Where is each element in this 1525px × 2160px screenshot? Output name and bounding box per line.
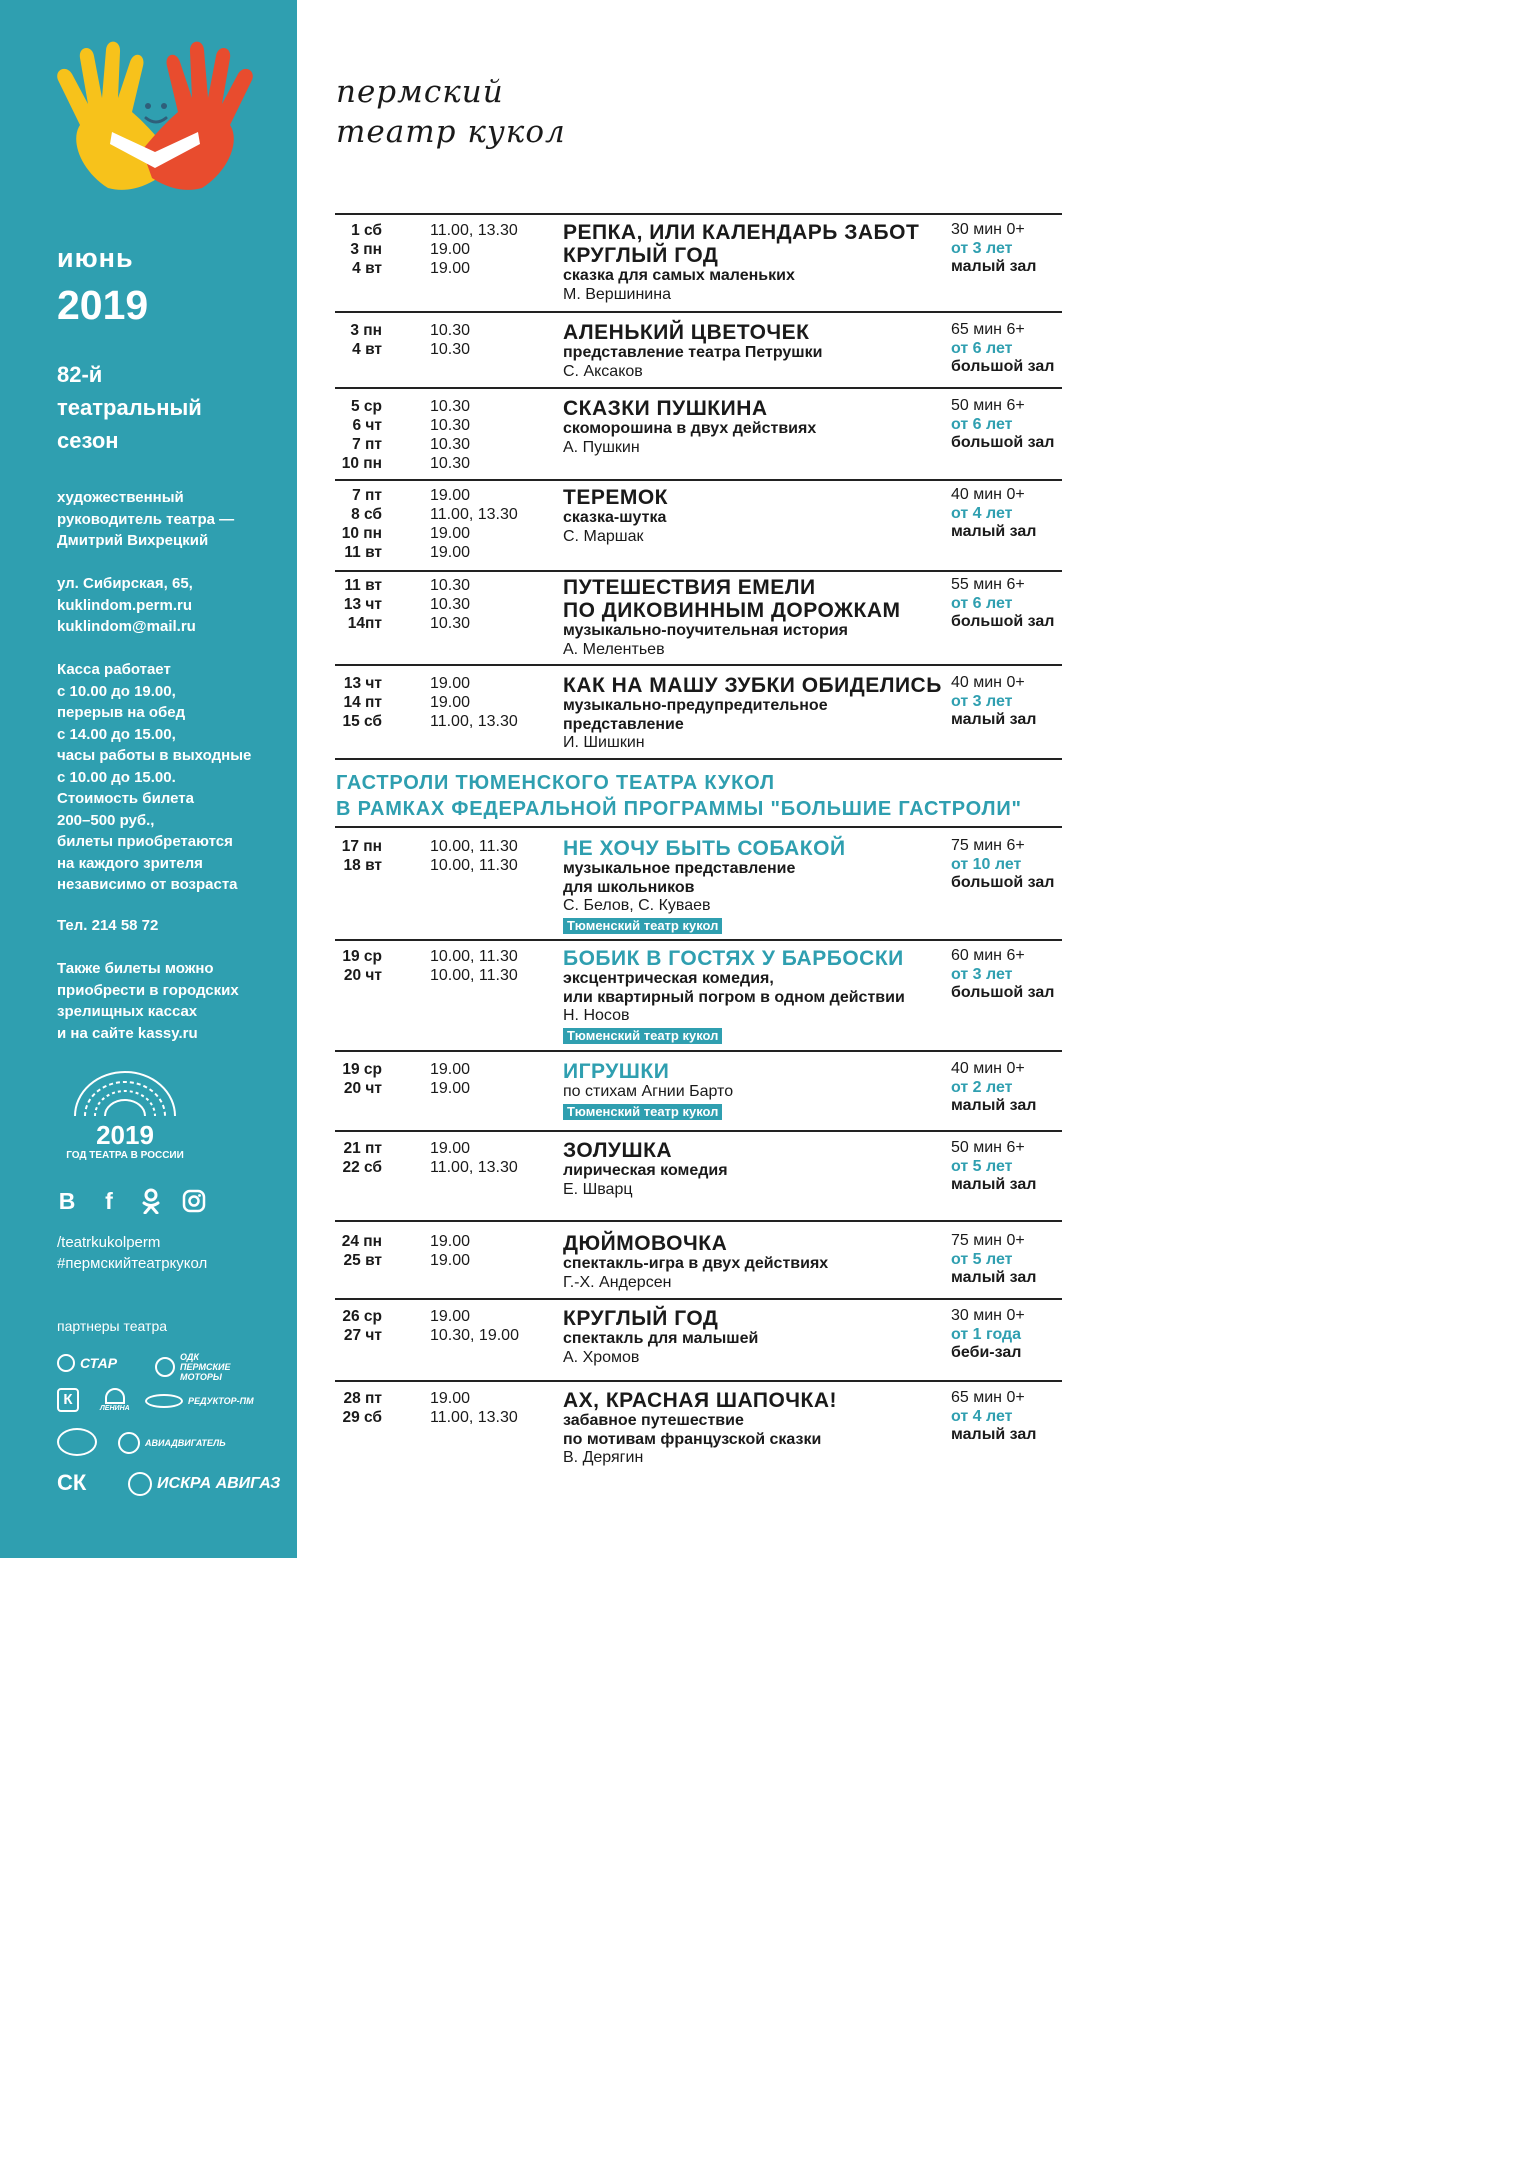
event-title[interactable]: ИГРУШКИ xyxy=(563,1060,670,1083)
text-line: Дмитрий Вихрецкий xyxy=(57,532,209,549)
event-author: М. Вершинина xyxy=(563,285,671,303)
divider xyxy=(335,311,1062,313)
event-duration: 55 мин 6+ xyxy=(951,576,1025,593)
event-meta xyxy=(951,837,1054,893)
event-hall: большой зал xyxy=(951,874,1055,891)
partner-logo-avigaz: ИСКРА АВИГАЗ xyxy=(128,1472,280,1496)
event-hall: большой зал xyxy=(951,613,1055,630)
box-office-info xyxy=(57,659,251,896)
also-info xyxy=(57,958,239,1044)
event-times: 19.00 19.00 xyxy=(430,1233,471,1269)
event-genre: музыкально-предупредительное xyxy=(563,697,828,714)
season xyxy=(57,358,202,457)
tour-heading xyxy=(336,770,1022,822)
event-info xyxy=(563,1307,758,1367)
event-hall: малый зал xyxy=(951,711,1037,728)
event-hall: большой зал xyxy=(951,984,1055,1001)
event-genre: скоморошина в двух действиях xyxy=(563,420,817,437)
event-age: от 3 лет xyxy=(951,692,1013,710)
touring-badge: Тюменский театр кукол xyxy=(563,1104,722,1120)
event-genre: музыкально-поучительная история xyxy=(563,622,849,639)
event-genre: забавное путешествие xyxy=(563,1412,744,1429)
event-duration: 65 мин 6+ xyxy=(951,321,1025,338)
event-info xyxy=(563,1139,728,1199)
event-times: 10.30 10.30 10.30 xyxy=(430,577,471,632)
theatre-title xyxy=(336,72,566,152)
event-genre: по стихам Агнии Барто xyxy=(563,1083,734,1100)
event-author: В. Дерягин xyxy=(563,1449,644,1466)
event-duration: 65 мин 0+ xyxy=(951,1389,1025,1406)
event-meta xyxy=(951,1060,1036,1116)
event-title[interactable]: КРУГЛЫЙ ГОД xyxy=(563,1307,719,1330)
theatre-title-line: театр кукол xyxy=(336,114,566,150)
event-meta xyxy=(951,1389,1036,1445)
event-title[interactable]: ДЮЙМОВОЧКА xyxy=(563,1232,728,1255)
vk-icon[interactable]: В xyxy=(58,1188,76,1214)
text-line: Касса работает xyxy=(57,661,171,678)
handle[interactable]: /teatrkukolperm xyxy=(57,1234,161,1251)
event-dates: 3 пн 4 вт xyxy=(350,322,382,358)
event-age: от 5 лет xyxy=(951,1157,1013,1175)
event-author: С. Аксаков xyxy=(563,362,643,380)
event-title[interactable]: КРУГЛЫЙ ГОД xyxy=(563,244,719,267)
event-title[interactable]: ЗОЛУШКА xyxy=(563,1139,673,1162)
event-times: 11.00, 13.30 19.00 19.00 xyxy=(430,222,518,277)
text-line: независимо от возраста xyxy=(57,876,238,893)
event-author: А. Хромов xyxy=(563,1348,640,1366)
partner-logo-sk: СК xyxy=(57,1470,87,1495)
event-meta xyxy=(951,221,1036,277)
divider xyxy=(335,213,1062,215)
event-meta xyxy=(951,1307,1025,1363)
event-age: от 6 лет xyxy=(951,339,1013,357)
contacts xyxy=(57,573,196,638)
event-author: С. Маршак xyxy=(563,527,644,545)
event-hall: малый зал xyxy=(951,1269,1037,1286)
event-title[interactable]: НЕ ХОЧУ БЫТЬ СОБАКОЙ xyxy=(563,837,846,860)
event-title[interactable]: ТЕРЕМОК xyxy=(563,486,668,509)
event-hall: малый зал xyxy=(951,1097,1037,1114)
event-dates: 26 ср 27 чт xyxy=(342,1308,382,1344)
touring-badge: Тюменский театр кукол xyxy=(563,918,722,934)
event-dates: 5 ср 6 чт 7 пт 10 пн xyxy=(341,398,382,472)
season-line: 82-й xyxy=(57,362,103,387)
theatre-dome-icon xyxy=(50,1068,200,1118)
event-dates: 19 ср 20 чт xyxy=(342,948,382,984)
divider xyxy=(335,1050,1062,1052)
event-times: 19.00 19.00 xyxy=(430,1061,471,1097)
event-meta xyxy=(951,674,1036,730)
event-duration: 40 мин 0+ xyxy=(951,486,1025,503)
event-genre: представление театра Петрушки xyxy=(563,344,823,361)
event-genre: спектакль для малышей xyxy=(563,1330,759,1347)
event-times: 19.00 19.00 11.00, 13.30 xyxy=(430,675,518,730)
text-line: с 10.00 до 19.00, xyxy=(57,682,176,700)
text-line: с 10.00 до 15.00. xyxy=(57,768,176,786)
event-genre: сказка для самых маленьких xyxy=(563,267,795,284)
event-meta xyxy=(951,576,1054,632)
facebook-icon[interactable]: f xyxy=(105,1188,113,1214)
hashtag[interactable]: #пермскийтеатркукол xyxy=(57,1255,208,1272)
text-line: приобрести в городских xyxy=(57,981,239,999)
event-age: от 6 лет xyxy=(951,415,1013,433)
event-genre: по мотивам французской сказки xyxy=(563,1430,822,1448)
year-of-theatre-logo xyxy=(50,1068,200,1161)
social-links xyxy=(56,1188,206,1214)
event-title[interactable]: КАК НА МАШУ ЗУБКИ ОБИДЕЛИСЬ xyxy=(563,674,942,697)
divider xyxy=(335,387,1062,389)
event-info xyxy=(563,837,846,935)
text-line: художественный xyxy=(57,489,184,506)
divider xyxy=(335,1380,1062,1382)
event-times: 19.00 11.00, 13.30 xyxy=(430,1390,518,1426)
text-line: перерыв на обед xyxy=(57,704,186,721)
divider xyxy=(335,1298,1062,1300)
event-author: С. Белов, С. Куваев xyxy=(563,897,711,914)
event-hall: большой зал xyxy=(951,358,1055,375)
event-title[interactable]: АХ, КРАСНАЯ ШАПОЧКА! xyxy=(563,1389,838,1412)
event-dates: 11 вт 13 чт 14пт xyxy=(343,577,382,632)
event-age: от 3 лет xyxy=(951,239,1013,257)
event-duration: 40 мин 0+ xyxy=(951,1060,1025,1077)
partners-title: партнеры театра xyxy=(57,1318,168,1334)
event-dates: 1 сб 3 пн 4 вт xyxy=(350,222,382,277)
event-times: 10.00, 11.30 10.00, 11.30 xyxy=(430,948,518,984)
event-age: от 4 лет xyxy=(951,1407,1013,1425)
event-dates: 17 пн 18 вт xyxy=(341,838,382,874)
event-meta xyxy=(951,1232,1036,1288)
address: ул. Сибирская, 65, xyxy=(57,575,193,592)
touring-badge: Тюменский театр кукол xyxy=(563,1028,722,1044)
tour-heading-line: ГАСТРОЛИ ТЮМЕНСКОГО ТЕАТРА КУКОЛ xyxy=(336,772,775,794)
event-times: 10.30 10.30 xyxy=(430,322,471,358)
odnoklassniki-icon[interactable] xyxy=(140,1188,162,1214)
sidebar xyxy=(0,0,297,1558)
event-times: 10.30 10.30 10.30 10.30 xyxy=(430,398,471,472)
divider xyxy=(335,479,1062,481)
event-age: от 2 лет xyxy=(951,1078,1013,1096)
event-duration: 60 мин 6+ xyxy=(951,947,1025,964)
divider xyxy=(335,570,1062,572)
event-duration: 30 мин 0+ xyxy=(951,1307,1025,1324)
phone: Тел. 214 58 72 xyxy=(57,917,159,934)
divider xyxy=(335,1220,1062,1222)
instagram-icon[interactable] xyxy=(182,1189,206,1213)
partner-logo-lenina: ЛЕНИНА xyxy=(100,1388,130,1412)
text-line: зрелищных кассах xyxy=(57,1003,198,1020)
text-line: и на сайте kassy.ru xyxy=(57,1024,198,1042)
event-genre: для школьников xyxy=(563,878,695,896)
event-info xyxy=(563,221,919,304)
divider xyxy=(335,758,1062,760)
event-age: от 5 лет xyxy=(951,1250,1013,1268)
event-duration: 50 мин 6+ xyxy=(951,1139,1025,1156)
event-age: от 3 лет xyxy=(951,965,1013,983)
event-times: 19.00 11.00, 13.30 xyxy=(430,1140,518,1176)
event-dates: 19 ср 20 чт xyxy=(342,1061,382,1097)
season-line: театральный xyxy=(57,395,202,420)
event-genre: сказка-шутка xyxy=(563,509,667,526)
event-meta xyxy=(951,486,1036,542)
tour-heading-line: В РАМКАХ ФЕДЕРАЛЬНОЙ ПРОГРАММЫ "БОЛЬШИЕ ГАСТРОЛИ" xyxy=(336,798,1022,820)
divider xyxy=(335,664,1062,666)
event-meta xyxy=(951,321,1054,377)
event-meta xyxy=(951,947,1054,1003)
event-hall: малый зал xyxy=(951,1426,1037,1443)
text-line: билеты приобретаются xyxy=(57,833,233,850)
event-author: Г.-Х. Андерсен xyxy=(563,1273,672,1291)
event-author: А. Пушкин xyxy=(563,438,640,456)
divider xyxy=(335,939,1062,941)
event-title[interactable]: СКАЗКИ ПУШКИНА xyxy=(563,397,768,420)
event-genre: эксцентрическая комедия, xyxy=(563,970,774,987)
event-hall: малый зал xyxy=(951,523,1037,540)
event-genre: музыкальное представление xyxy=(563,860,796,877)
text-line: 200–500 руб., xyxy=(57,811,155,829)
website-link[interactable]: kuklindom.perm.ru xyxy=(57,596,193,614)
event-info xyxy=(563,397,816,457)
year-of-theatre-text: ГОД ТЕАТРА В РОССИИ xyxy=(66,1150,184,1161)
divider xyxy=(335,1130,1062,1132)
event-duration: 30 мин 0+ xyxy=(951,221,1025,238)
event-author: Е. Шварц xyxy=(563,1180,633,1198)
event-genre: лирическая комедия xyxy=(563,1162,728,1179)
event-dates: 13 чт 14 пт 15 сб xyxy=(342,675,382,730)
partner-logo-odk: ОДК ПЕРМСКИЕ МОТОРЫ xyxy=(155,1352,250,1382)
event-duration: 50 мин 6+ xyxy=(951,397,1025,414)
partner-logo-aviadvigatel: АВИАДВИГАТЕЛЬ xyxy=(118,1432,226,1454)
divider xyxy=(335,826,1062,828)
event-info xyxy=(563,576,900,659)
year: 2019 xyxy=(57,282,149,328)
text-line: на каждого зрителя xyxy=(57,854,203,872)
year-of-theatre-number: 2019 xyxy=(96,1120,154,1150)
event-info xyxy=(563,486,668,546)
event-info xyxy=(563,1060,733,1121)
event-duration: 40 мин 0+ xyxy=(951,674,1025,691)
social-handles xyxy=(57,1232,207,1274)
event-title[interactable]: ПУТЕШЕСТВИЯ ЕМЕЛИ xyxy=(563,576,816,599)
event-info xyxy=(563,1389,837,1468)
text-line: руководитель театра — xyxy=(57,510,235,528)
event-dates: 24 пн 25 вт xyxy=(341,1233,382,1269)
event-age: от 1 года xyxy=(951,1325,1022,1343)
event-times: 10.00, 11.30 10.00, 11.30 xyxy=(430,838,518,874)
director-info xyxy=(57,487,234,552)
event-title[interactable]: РЕПКА, ИЛИ КАЛЕНДАРЬ ЗАБОТ xyxy=(563,221,920,244)
event-genre: представление xyxy=(563,715,684,733)
event-age: от 6 лет xyxy=(951,594,1013,612)
partner-logo-k: К xyxy=(57,1388,79,1412)
event-title[interactable]: АЛЕНЬКИЙ ЦВЕТОЧЕК xyxy=(563,321,810,344)
month: июнь xyxy=(57,243,134,273)
event-age: от 4 лет xyxy=(951,504,1013,522)
event-duration: 75 мин 0+ xyxy=(951,1232,1025,1249)
event-meta xyxy=(951,1139,1036,1195)
event-age: от 10 лет xyxy=(951,855,1022,873)
partner-logo-star: СТАР xyxy=(57,1354,117,1372)
partner-logo-wings xyxy=(57,1428,97,1456)
event-hall: беби-зал xyxy=(951,1344,1022,1361)
event-hall: малый зал xyxy=(951,1176,1037,1193)
event-genre: или квартирный погром в одном действии xyxy=(563,988,905,1006)
event-info xyxy=(563,1232,828,1292)
event-dates: 21 пт 22 сб xyxy=(342,1140,382,1176)
event-meta xyxy=(951,397,1054,453)
text-line: Также билеты можно xyxy=(57,960,214,977)
season-line: сезон xyxy=(57,428,119,453)
event-hall: малый зал xyxy=(951,258,1037,275)
text-line: часы работы в выходные xyxy=(57,747,252,764)
event-duration: 75 мин 6+ xyxy=(951,837,1025,854)
hands-logo xyxy=(50,40,260,190)
theatre-title-line: пермский xyxy=(336,74,504,110)
event-genre: спектакль-игра в двух действиях xyxy=(563,1255,829,1272)
email-link[interactable]: kuklindom@mail.ru xyxy=(57,618,196,635)
event-author: И. Шишкин xyxy=(563,734,645,751)
event-dates: 7 пт 8 сб 10 пн 11 вт xyxy=(341,487,382,561)
event-info xyxy=(563,321,822,381)
event-info xyxy=(563,674,942,753)
event-author: А. Мелентьев xyxy=(563,640,665,658)
text-line: с 14.00 до 15.00, xyxy=(57,725,176,743)
text-line: Стоимость билета xyxy=(57,790,194,807)
partner-logo-reduktor: РЕДУКТОР-ПМ xyxy=(145,1394,254,1408)
event-dates: 28 пт 29 сб xyxy=(342,1390,382,1426)
event-author: Н. Носов xyxy=(563,1007,630,1024)
event-info xyxy=(563,947,905,1045)
event-hall: большой зал xyxy=(951,434,1055,451)
event-title[interactable]: ПО ДИКОВИННЫМ ДОРОЖКАМ xyxy=(563,599,901,622)
event-times: 19.00 10.30, 19.00 xyxy=(430,1308,519,1344)
event-times: 19.00 11.00, 13.30 19.00 19.00 xyxy=(430,487,518,561)
event-title[interactable]: БОБИК В ГОСТЯХ У БАРБОСКИ xyxy=(563,947,904,970)
